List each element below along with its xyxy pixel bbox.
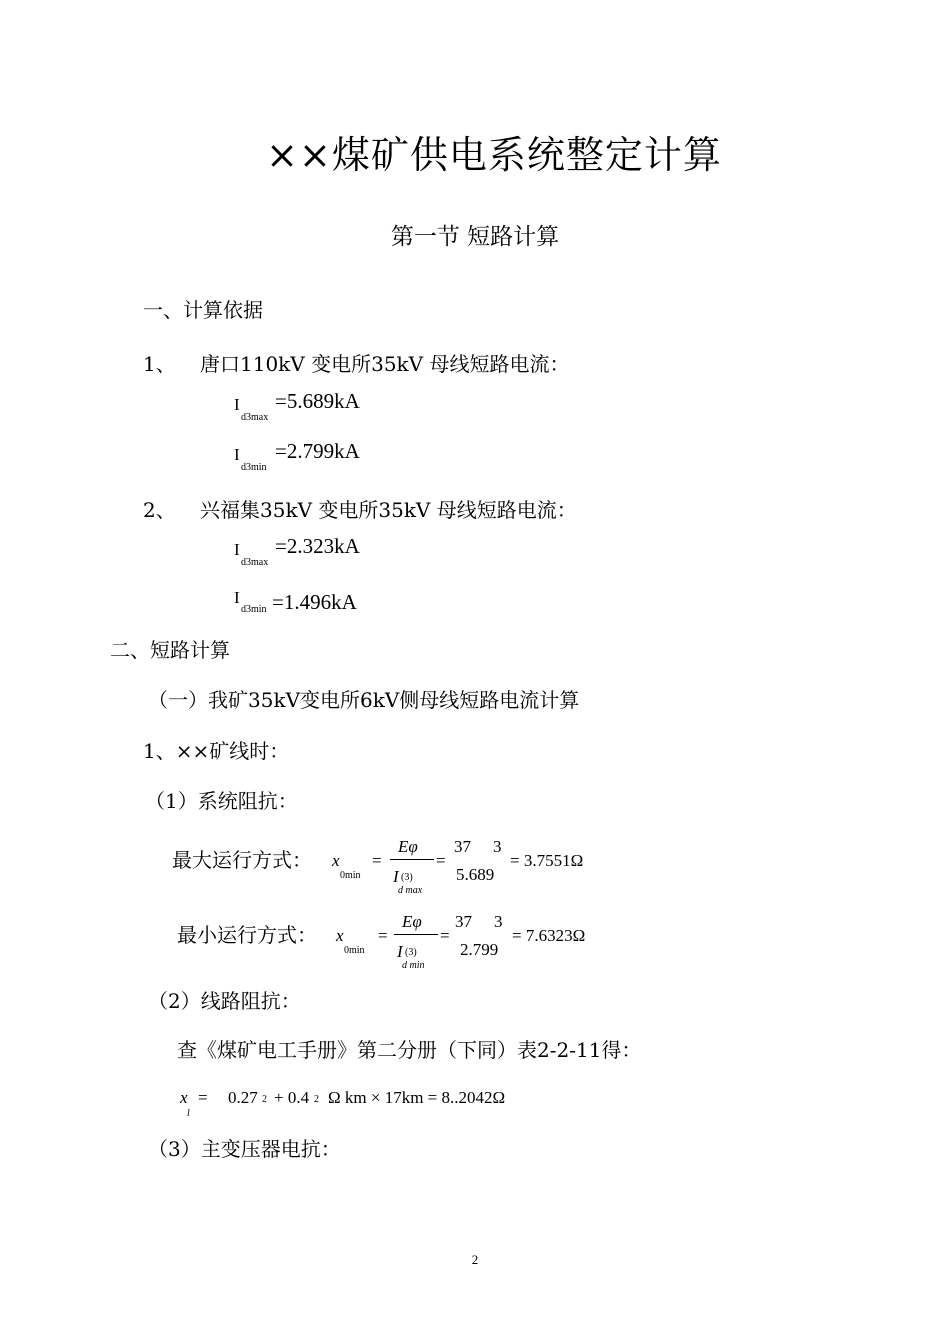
current-symbol: I — [234, 445, 240, 464]
min-mode-label: 最小运行方式： — [177, 923, 317, 947]
max-mode-formula — [330, 834, 600, 898]
equals-sign: = — [440, 926, 450, 945]
current-symbol: I — [234, 540, 240, 559]
current-subscript: d3min — [241, 604, 267, 615]
current-value: =2.799kA — [275, 439, 360, 463]
min-mode-formula — [334, 909, 604, 973]
term-a: 0.27 — [228, 1088, 258, 1107]
denominator-superscript: (3) — [405, 947, 417, 958]
ratio-numerator-a: 37 — [454, 837, 471, 856]
section-heading: 第一节 短路计算 — [390, 224, 560, 250]
max-mode-label: 最大运行方式： — [172, 848, 312, 872]
x-symbol: x — [180, 1088, 188, 1107]
ratio-denominator: 2.799 — [460, 940, 499, 959]
denominator-subscript: d max — [398, 885, 423, 896]
x-symbol: x — [336, 926, 344, 945]
fraction-line — [390, 859, 434, 860]
equals-sign: = — [198, 1088, 208, 1107]
current-value: =2.323kA — [275, 534, 360, 558]
current-value: =1.496kA — [272, 590, 357, 614]
item1-text: 唐口110kV 变电所35kV 母线短路电流： — [200, 352, 570, 376]
result-value: = 3.7551Ω — [510, 851, 584, 870]
step-line-impedance: （2）线路阻抗： — [148, 989, 301, 1013]
denominator-I: I — [393, 867, 399, 886]
current-subscript: d3min — [241, 462, 267, 473]
current-symbol: I — [234, 588, 240, 607]
result-value: Ω km × 17km = 8..2042Ω — [328, 1088, 506, 1107]
current-symbol: I — [234, 395, 240, 414]
step-transformer-reactance: （3）主变压器电抗： — [148, 1137, 341, 1161]
ratio-numerator-b: 3 — [494, 912, 503, 931]
equals-sign: = — [372, 851, 382, 870]
x-subscript: l — [187, 1108, 190, 1119]
x-symbol: x — [332, 851, 340, 870]
numerator: Eφ — [398, 837, 418, 856]
case-line: 1、××矿线时： — [143, 739, 290, 763]
item1-label: 1、 — [143, 352, 176, 376]
subheading-6kv-bus: （一）我矿35kV变电所6kV侧母线短路电流计算 — [148, 688, 580, 712]
ratio-numerator-a: 37 — [455, 912, 472, 931]
x-subscript: 0min — [344, 945, 365, 956]
term-b: + 0.4 — [274, 1088, 310, 1107]
denominator-subscript: d min — [402, 960, 425, 971]
x-subscript: 0min — [340, 870, 361, 881]
result-value: = 7.6323Ω — [512, 926, 586, 945]
fraction-line — [394, 934, 438, 935]
current-value: =5.689kA — [275, 389, 360, 413]
ratio-numerator-b: 3 — [493, 837, 502, 856]
current-subscript: d3max — [241, 557, 269, 568]
page-number: 2 — [471, 1252, 479, 1267]
lookup-reference: 查《煤矿电工手册》第二分册（下同）表2-2-11得： — [177, 1038, 642, 1062]
document-title: ××煤矿供电系统整定计算 — [266, 133, 722, 177]
square-superscript: 2 — [262, 1094, 267, 1105]
denominator-I: I — [397, 942, 403, 961]
square-superscript: 2 — [314, 1094, 319, 1105]
numerator: Eφ — [402, 912, 422, 931]
item2-text: 兴福集35kV 变电所35kV 母线短路电流： — [200, 498, 577, 522]
heading-calc-basis: 一、计算依据 — [143, 298, 263, 322]
current-subscript: d3max — [241, 412, 269, 423]
heading-short-circuit: 二、短路计算 — [110, 638, 230, 662]
item2-label: 2、 — [143, 498, 176, 522]
denominator-superscript: (3) — [401, 872, 413, 883]
equals-sign: = — [436, 851, 446, 870]
equals-sign: = — [378, 926, 388, 945]
step-system-impedance: （1）系统阻抗： — [145, 789, 298, 813]
line-impedance-formula — [178, 1086, 578, 1120]
ratio-denominator: 5.689 — [456, 865, 495, 884]
